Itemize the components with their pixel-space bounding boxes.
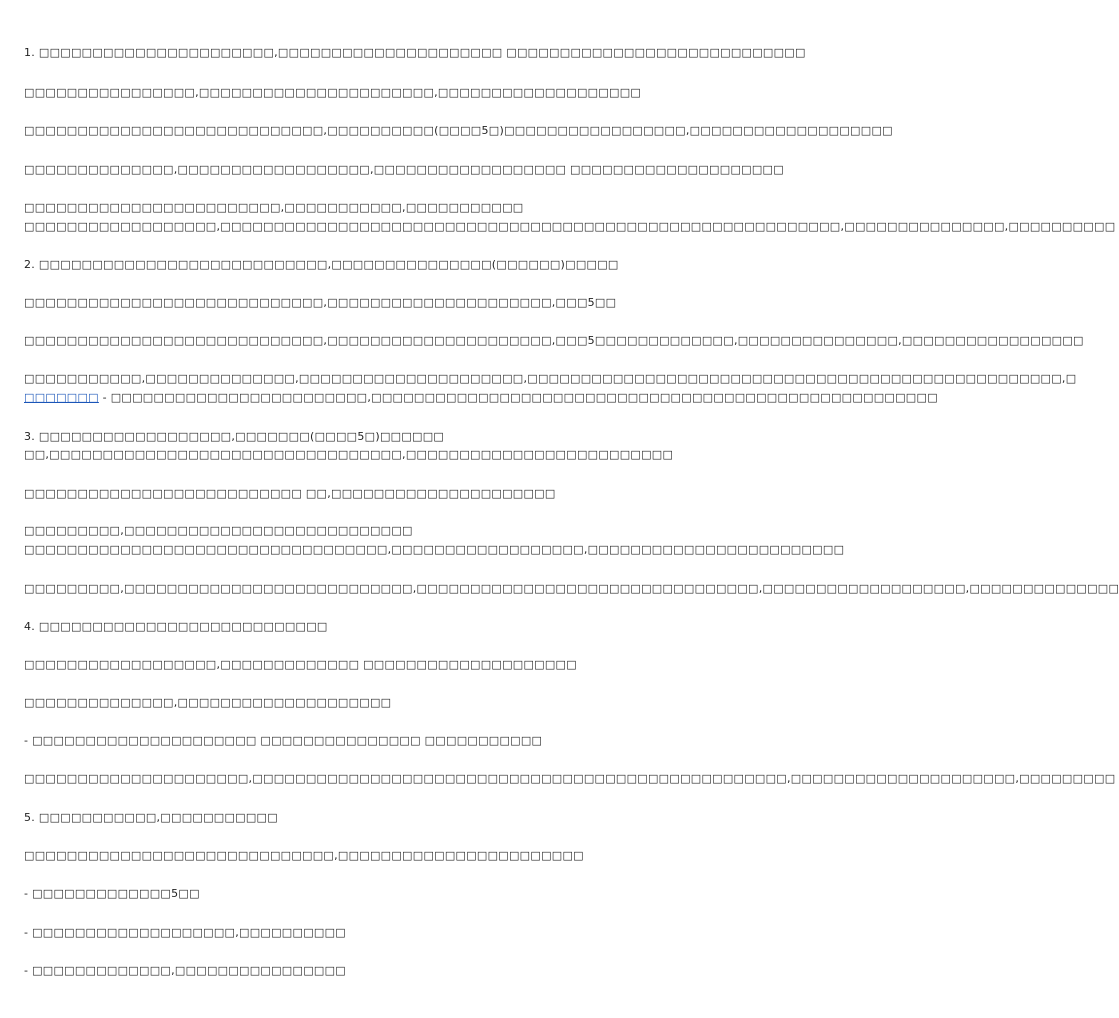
section-5-heading: 5. □□□□□□□□□□□,□□□□□□□□□□□	[24, 811, 278, 824]
paragraph: □□□□□□□□□□□,□□□□□□□□□□□□□□,□□□□□□□□□□□□□□□□□□□□□,□□□□□□□□□□□□□□□□□□□□□□□□□□□□□□□□□□□□□□□□□□□□□□□□□□,□	[24, 372, 1077, 385]
bullet-item: - □□□□□□□□□□□□□,□□□□□□□□□□□□□□□□	[24, 964, 346, 977]
paragraph: □□□□□□□□□□□□□□□□□□□□□□□□,□□□□□□□□□□□,□□□□□□□□□□□	[24, 201, 524, 214]
paragraph: □□□□□□□□□□□□□□,□□□□□□□□□□□□□□□□□□,□□□□□□□□□□□□□□□□□□ □□□□□□□□□□□□□□□□□□□□	[24, 163, 784, 176]
link-description: - □□□□□□□□□□□□□□□□□□□□□□□□,□□□□□□□□□□□□□□□□□□□□□□□□□□□□□□□□□□□□□□□□□□□□□□□□□□□□□	[98, 391, 938, 404]
paragraph: □□□□□□□□□□□□□□□□□□□□□□□□□□□□,□□□□□□□□□□(□□□□5□)□□□□□□□□□□□□□□□□□,□□□□□□□□□□□□□□□□□□□	[24, 124, 893, 137]
paragraph: □□,□□□□□□□□□□□□□□□□□□□□□□□□□□□□□□□□□,□□□□□□□□□□□□□□□□□□□□□□□□□	[24, 448, 674, 461]
paragraph: □□□□□□□□□□□□□□□□,□□□□□□□□□□□□□□□□□□□□□□,□□□□□□□□□□□□□□□□□□□	[24, 86, 642, 99]
section-1-heading: 1. □□□□□□□□□□□□□□□□□□□□□□,□□□□□□□□□□□□□□□□□□□□□ □□□□□□□□□□□□□□□□□□□□□□□□□□□□	[24, 46, 806, 59]
paragraph: □□□□□□□□□□□□□□□□□□□□□□□□□□ □□,□□□□□□□□□□□□□□□□□□□□□	[24, 487, 556, 500]
bullet-item: - □□□□□□□□□□□□□□□□□□□,□□□□□□□□□□	[24, 926, 346, 939]
paragraph: □□□□□□□□□□□□□□□□□□,□□□□□□□□□□□□□ □□□□□□□□□□□□□□□□□□□□	[24, 658, 577, 671]
paragraph: □□□□□□□□□□□□□□,□□□□□□□□□□□□□□□□□□□□	[24, 696, 392, 709]
paragraph: □□□□□□□□□,□□□□□□□□□□□□□□□□□□□□□□□□□□□,□□□□□□□□□□□□□□□□□□□□□□□□□□□□□□□□,□□□□□□□□□□□□□□□□□□□,□□□□□□□□□□□□□□	[24, 582, 1119, 595]
paragraph: □□□□□□□□□□□□□□□□□□,□□□□□□□□□□□□□□□□□□□□□□□□□□□□□□□□□□□□□□□□□□□□□□□□□□□□□□□□□□,□□□□□□□□□□□□□□□,□□□□□□□□□□	[24, 220, 1116, 233]
inline-link[interactable]: □□□□□□□	[24, 391, 99, 404]
section-4-heading: 4. □□□□□□□□□□□□□□□□□□□□□□□□□□□	[24, 620, 328, 633]
section-2-heading: 2. □□□□□□□□□□□□□□□□□□□□□□□□□□□,□□□□□□□□□□□□□□□(□□□□□□)□□□□□	[24, 258, 619, 271]
paragraph: □□□□□□□□□□□□□□□□□□□□□□□□□□□□,□□□□□□□□□□□□□□□□□□□□□,□□□5□□□□□□□□□□□□□,□□□□□□□□□□□□□□□,□□□□□□□□□□□□□□□□□	[24, 334, 1084, 347]
paragraph: □□□□□□□□□□□□□□□□□□□□□□□□□□□□□□□□□□,□□□□□□□□□□□□□□□□□□,□□□□□□□□□□□□□□□□□□□□□□□□	[24, 543, 845, 556]
bullet-item: - □□□□□□□□□□□□□□□□□□□□□ □□□□□□□□□□□□□□□ □□□□□□□□□□□	[24, 734, 543, 747]
paragraph-with-link	[24, 391, 938, 405]
section-3-heading: 3. □□□□□□□□□□□□□□□□□□,□□□□□□□(□□□□5□)□□□□□□	[24, 430, 445, 443]
paragraph: □□□□□□□□□□□□□□□□□□□□□,□□□□□□□□□□□□□□□□□□□□□□□□□□□□□□□□□□□□□□□□□□□□□□□□□□,□□□□□□□□□□□□□□□□□□□□□,□□□□□□□□□	[24, 772, 1116, 785]
paragraph: □□□□□□□□□□□□□□□□□□□□□□□□□□□□,□□□□□□□□□□□□□□□□□□□□□,□□□5□□	[24, 296, 617, 309]
bullet-item: - □□□□□□□□□□□□□5□□	[24, 887, 200, 900]
paragraph: □□□□□□□□□,□□□□□□□□□□□□□□□□□□□□□□□□□□□	[24, 524, 413, 537]
paragraph: □□□□□□□□□□□□□□□□□□□□□□□□□□□□□,□□□□□□□□□□□□□□□□□□□□□□□	[24, 849, 584, 862]
